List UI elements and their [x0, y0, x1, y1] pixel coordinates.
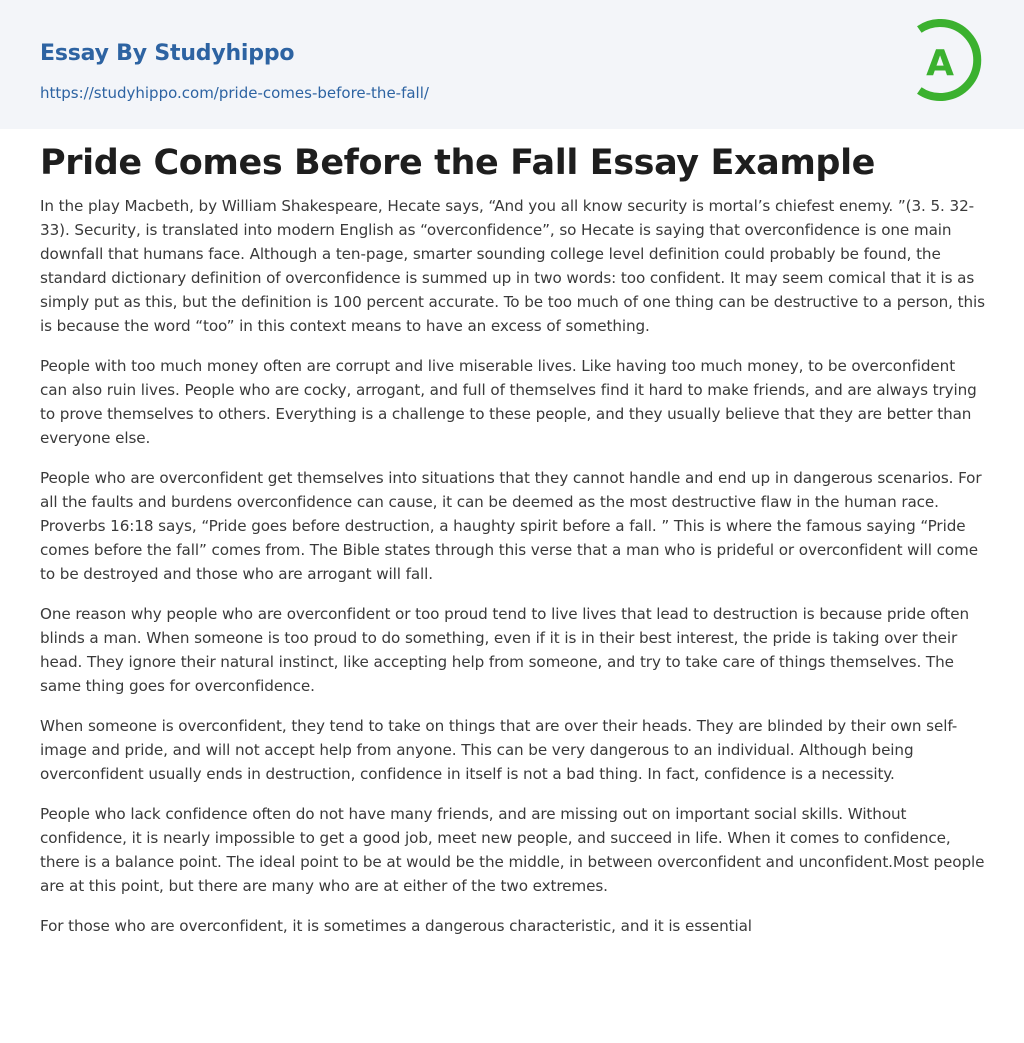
- essay-paragraph: People who are overconfident get themselves into situations that they cannot handle and end up in dangerous scenarios. For all the faults and burdens overconfidence can cause, it can be deemed as the most destructive flaw in the human race. Proverbs 16:18 says, “Pride goes before destruction, a haughty spirit before a fall. ” This is where the famous saying “Pride comes before the fall” comes from. The Bible states through this verse that a man who is prideful or overconfident will come to be destroyed and those who are arrogant will fall.: [40, 469, 982, 583]
- essay-paragraph: In the play Macbeth, by William Shakespeare, Hecate says, “And you all know security is mortal’s chiefest enemy. ”(3. 5. 32-33). Security, is translated into modern English as “overconfidence”, so Hecate is saying that overconfidence is one main downfall that humans face. Although a ten-page, smarter sounding college level definition could probably be found, the standard dictionary definition of overconfidence is summed up in two words: too confident. It may seem comical that it is as simply put as this, but the definition is 100 percent accurate. To be too much of one thing can be destructive to a person, this is because the word “too” in this context means to have an excess of something.: [40, 197, 985, 335]
- logo-letter: A: [926, 43, 954, 84]
- site-header: [0, 0, 1024, 129]
- essay-body: [40, 194, 986, 954]
- essay-paragraph: For those who are overconfident, it is sometimes a dangerous characteristic, and it is essential: [40, 917, 752, 935]
- source-url-link[interactable]: https://studyhippo.com/pride-comes-before-the-fall/: [40, 84, 429, 102]
- essay-paragraph: One reason why people who are overconfident or too proud tend to live lives that lead to destruction is because pride often blinds a man. When someone is too proud to do something, even if it is in their best interest, the pride is taking over their head. They ignore their natural instinct, like accepting help from someone, and try to take care of things themselves. The same thing goes for overconfidence.: [40, 605, 969, 695]
- essay-paragraph: People with too much money often are corrupt and live miserable lives. Like having too much money, to be overconfident can also ruin lives. People who are cocky, arrogant, and full of themselves find it hard to make friends, and are always trying to prove themselves to others. Everything is a challenge to these people, and they usually believe that they are better than everyone else.: [40, 357, 977, 447]
- studyhippo-logo-icon[interactable]: [911, 19, 987, 105]
- essay-title: Pride Comes Before the Fall Essay Example: [40, 143, 876, 183]
- essay-paragraph: When someone is overconfident, they tend to take on things that are over their heads. They are blinded by their own self-image and pride, and will not accept help from anyone. This can be very dangerous to an individual. Although being overconfident usually ends in destruction, confidence in itself is not a bad thing. In fact, confidence is a necessity.: [40, 717, 958, 783]
- brand-name[interactable]: Essay By Studyhippo: [40, 41, 295, 66]
- essay-paragraph: People who lack confidence often do not have many friends, and are missing out on important social skills. Without confidence, it is nearly impossible to get a good job, meet new people, and succeed in life. When it comes to confidence, there is a balance point. The ideal point to be at would be the middle, in between overconfident and unconfident.Most people are at this point, but there are many who are at either of the two extremes.: [40, 805, 985, 895]
